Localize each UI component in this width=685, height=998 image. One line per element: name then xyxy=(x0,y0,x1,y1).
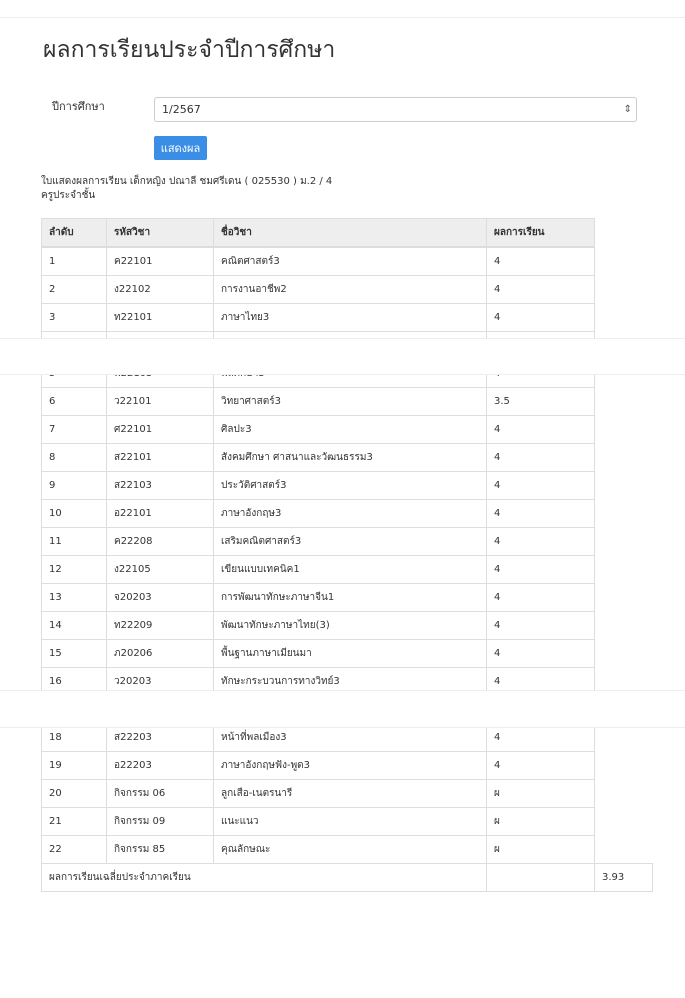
blank-band xyxy=(0,338,685,375)
row-no: 12 xyxy=(42,556,107,584)
grade: 4 xyxy=(487,416,595,444)
row-no: 14 xyxy=(42,612,107,640)
row-spacer xyxy=(595,612,653,640)
row-no: 18 xyxy=(42,724,107,752)
subject-code: กิจกรรม 06 xyxy=(107,780,214,808)
subject-name: เสริมคณิตศาสตร์3 xyxy=(214,528,487,556)
page-title: ผลการเรียนประจำปีการศึกษา xyxy=(43,37,336,63)
header-spacer xyxy=(595,219,653,248)
grade: 4 xyxy=(487,276,595,304)
row-spacer xyxy=(595,780,653,808)
subject-code: ท22209 xyxy=(107,612,214,640)
table-row xyxy=(42,556,653,584)
subject-code: ส22203 xyxy=(107,724,214,752)
subject-code: ค22208 xyxy=(107,528,214,556)
grade: 4 xyxy=(487,584,595,612)
table-row xyxy=(42,780,653,808)
subject-code: กิจกรรม 85 xyxy=(107,836,214,864)
subject-name: วิทยาศาสตร์3 xyxy=(214,388,487,416)
gpa-value: 3.93 xyxy=(595,864,653,892)
row-spacer xyxy=(595,500,653,528)
row-spacer xyxy=(595,584,653,612)
row-spacer xyxy=(595,276,653,304)
gpa-label: ผลการเรียนเฉลี่ยประจำภาคเรียน xyxy=(42,864,487,892)
subject-code: ส22101 xyxy=(107,444,214,472)
row-spacer xyxy=(595,444,653,472)
subject-name: เขียนแบบเทคนิค1 xyxy=(214,556,487,584)
subject-code: ง22102 xyxy=(107,276,214,304)
row-no: 20 xyxy=(42,780,107,808)
grade: 4 xyxy=(487,612,595,640)
subject-name: พื้นฐานภาษาเมียนมา xyxy=(214,640,487,668)
row-spacer xyxy=(595,528,653,556)
academic-year-select[interactable] xyxy=(154,97,637,122)
subject-name: ประวัติศาสตร์3 xyxy=(214,472,487,500)
grade: 4 xyxy=(487,752,595,780)
subject-name: ศิลปะ3 xyxy=(214,416,487,444)
row-no: 7 xyxy=(42,416,107,444)
subject-name: ภาษาไทย3 xyxy=(214,304,487,332)
grade: 4 xyxy=(487,640,595,668)
row-spacer xyxy=(595,304,653,332)
grade: ผ xyxy=(487,808,595,836)
table-row xyxy=(42,500,653,528)
row-spacer xyxy=(595,836,653,864)
grade: 4 xyxy=(487,444,595,472)
row-no: 21 xyxy=(42,808,107,836)
row-no: 22 xyxy=(42,836,107,864)
blank-band xyxy=(0,690,685,728)
row-no: 1 xyxy=(42,247,107,276)
table-row xyxy=(42,304,653,332)
table-row xyxy=(42,640,653,668)
gpa-row xyxy=(42,864,653,892)
grade: 4 xyxy=(487,247,595,276)
table-row xyxy=(42,276,653,304)
subject-name: ภาษาอังกฤษฟัง-พูด3 xyxy=(214,752,487,780)
grade: 4 xyxy=(487,556,595,584)
subject-code: อ22101 xyxy=(107,500,214,528)
subject-name: ภาษาอังกฤษ3 xyxy=(214,500,487,528)
subject-name: สังคมศึกษา ศาสนาและวัฒนธรรม3 xyxy=(214,444,487,472)
header-no: ลำดับ xyxy=(42,219,107,248)
row-spacer xyxy=(595,640,653,668)
row-spacer xyxy=(595,388,653,416)
show-results-button[interactable]: แสดงผล xyxy=(154,136,207,160)
table-row xyxy=(42,444,653,472)
row-no: 9 xyxy=(42,472,107,500)
row-spacer xyxy=(595,472,653,500)
subject-code: ค22101 xyxy=(107,247,214,276)
table-row xyxy=(42,808,653,836)
subject-code: อ22203 xyxy=(107,752,214,780)
subject-name: คณิตศาสตร์3 xyxy=(214,247,487,276)
header-subject-code: รหัสวิชา xyxy=(107,219,214,248)
grade: 4 xyxy=(487,724,595,752)
table-row xyxy=(42,528,653,556)
grades-table xyxy=(41,218,653,892)
table-row xyxy=(42,836,653,864)
subject-name: แนะแนว xyxy=(214,808,487,836)
row-no: 15 xyxy=(42,640,107,668)
subject-code: ภ20206 xyxy=(107,640,214,668)
row-no: 11 xyxy=(42,528,107,556)
table-row xyxy=(42,388,653,416)
grade: 3.5 xyxy=(487,388,595,416)
row-no: 8 xyxy=(42,444,107,472)
row-spacer xyxy=(595,808,653,836)
subject-name: ทักษะกระบวนการทางวิทย์3 xyxy=(214,668,487,696)
grade: 4 xyxy=(487,500,595,528)
subject-code: จ20203 xyxy=(107,584,214,612)
grade: ผ xyxy=(487,780,595,808)
homeroom-teacher-label: ครูประจำชั้น xyxy=(41,190,96,201)
row-no: 19 xyxy=(42,752,107,780)
subject-code: ว20203 xyxy=(107,668,214,696)
table-row xyxy=(42,472,653,500)
row-no: 16 xyxy=(42,668,107,696)
subject-name: คุณลักษณะ xyxy=(214,836,487,864)
header-grade: ผลการเรียน xyxy=(487,219,595,248)
table-header-row xyxy=(42,219,653,248)
table-row xyxy=(42,752,653,780)
chevron-up-down-icon: ⇕ xyxy=(623,104,632,115)
subject-name: ลูกเสือ-เนตรนารี xyxy=(214,780,487,808)
subject-name: การพัฒนาทักษะภาษาจีน1 xyxy=(214,584,487,612)
row-no: 6 xyxy=(42,388,107,416)
grade: 4 xyxy=(487,472,595,500)
table-row xyxy=(42,612,653,640)
subject-code: ง22105 xyxy=(107,556,214,584)
row-spacer xyxy=(595,752,653,780)
row-no: 10 xyxy=(42,500,107,528)
subject-name: พัฒนาทักษะภาษาไทย(3) xyxy=(214,612,487,640)
subject-code: ศ22101 xyxy=(107,416,214,444)
row-no: 2 xyxy=(42,276,107,304)
row-spacer xyxy=(595,556,653,584)
subject-name: หน้าที่พลเมือง3 xyxy=(214,724,487,752)
student-info: ใบแสดงผลการเรียน เด็กหญิง ปณาลี ชมศรีเดน ( 025530 ) ม.2 / 4 xyxy=(41,176,333,187)
row-spacer xyxy=(595,416,653,444)
table-row xyxy=(42,416,653,444)
subject-code: ท22101 xyxy=(107,304,214,332)
academic-year-value: 1/2567 xyxy=(162,103,201,116)
grade: ผ xyxy=(487,836,595,864)
subject-code: ส22103 xyxy=(107,472,214,500)
gpa-empty-cell xyxy=(487,864,595,892)
subject-code: ว22101 xyxy=(107,388,214,416)
top-divider xyxy=(0,17,685,18)
grade: 4 xyxy=(487,304,595,332)
row-no: 13 xyxy=(42,584,107,612)
subject-code: กิจกรรม 09 xyxy=(107,808,214,836)
header-subject-name: ชื่อวิชา xyxy=(214,219,487,248)
row-no: 3 xyxy=(42,304,107,332)
subject-name: การงานอาชีพ2 xyxy=(214,276,487,304)
grade: 4 xyxy=(487,668,595,696)
academic-year-label: ปีการศึกษา xyxy=(52,100,105,113)
grade: 4 xyxy=(487,528,595,556)
table-row xyxy=(42,584,653,612)
table-row xyxy=(42,247,653,276)
row-spacer xyxy=(595,247,653,276)
